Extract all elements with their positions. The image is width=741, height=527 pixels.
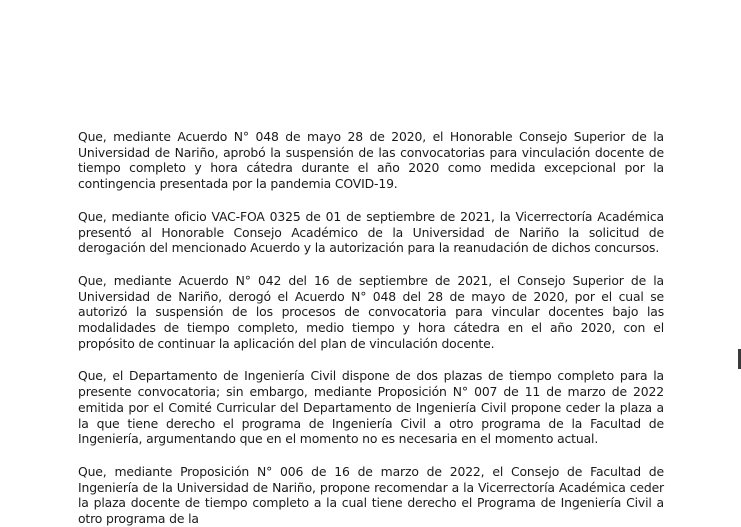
paragraph-acuerdo-048: Que, mediante Acuerdo N° 048 de mayo 28 de 2020, el Honorable Consejo Superior de la Universidad de Nariño, aprobó la suspensión de las convocatorias para vinculación docente de tiempo completo y hora cátedra durante el año 2020 como medida excepcional por la contingencia presentada por la pandemia COVID-19. [78,129,664,192]
paragraph-acuerdo-042: Que, mediante Acuerdo N° 042 del 16 de septiembre de 2021, el Consejo Superior de la Universidad de Nariño, derogó el Acuerdo N° 048 del 28 de mayo de 2020, por el cual se autorizó la suspensión de los procesos de convocatoria para vincular docentes bajo las modalidades de tiempo completo, medio tiempo y hora cátedra en el año 2020, con el propósito de continuar la aplicación del plan de vinculación docente. [78,272,664,351]
paragraph-departamento-ingenieria-civil: Que, el Departamento de Ingeniería Civil dispone de dos plazas de tiempo completo para la presente convocatoria; sin embargo, mediante Proposición N° 007 de 11 de marzo de 2022 emitida por el Comité Curricular del Departamento de Ingeniería Civil propone ceder la plaza a la que tiene derecho el programa de Ingeniería Civil a otro programa de la Facultad de Ingeniería, argumentando que en el momento no es necesaria en el momento actual. [78,368,664,447]
paragraph-oficio-vac-foa: Que, mediante oficio VAC-FOA 0325 de 01 de septiembre de 2021, la Vicerrectoría Académica presentó al Honorable Consejo Académico de la Universidad de Nariño la solicitud de derogación del mencionado Acuerdo y la autorización para la reanudación de dichos concursos. [78,208,664,256]
paragraph-proposicion-006: Que, mediante Proposición N° 006 de 16 de marzo de 2022, el Consejo de Facultad de Ingeniería de la Universidad de Nariño, propone recomendar a la Vicerrectoría Académica ceder la plaza docente de tiempo completo a la cual tiene derecho el Programa de Ingeniería Civil a otro programa de la [78,463,664,527]
document-body [78,129,664,527]
